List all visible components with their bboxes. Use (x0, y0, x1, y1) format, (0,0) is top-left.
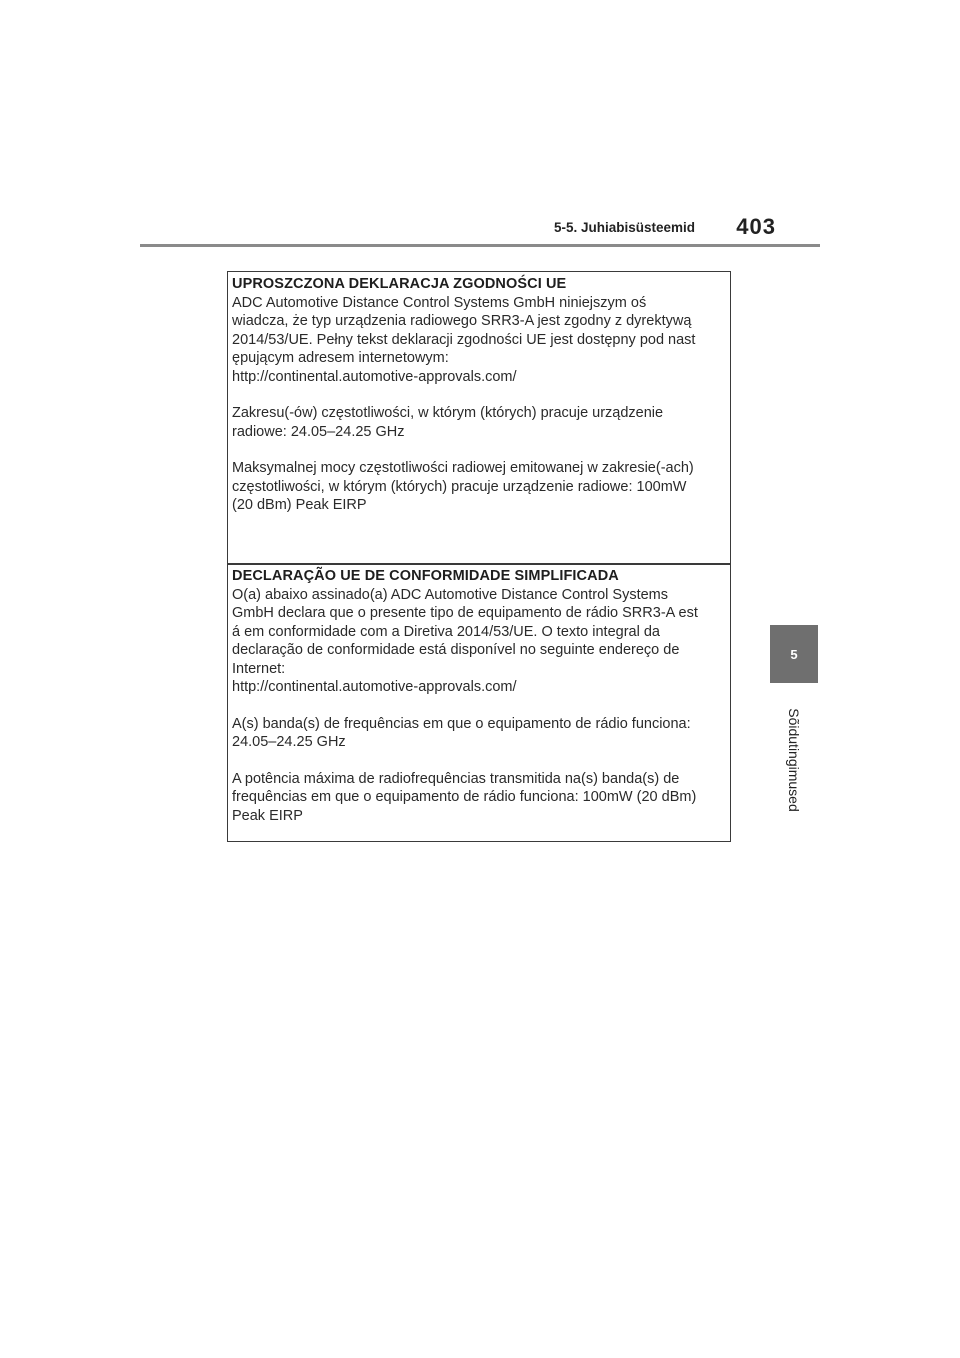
text-line: ADC Automotive Distance Control Systems GmbH niniejszym oś (232, 294, 647, 311)
text-line: Peak EIRP (232, 807, 303, 824)
header-rule (140, 244, 820, 247)
text-line: ępującym adresem internetowym: (232, 350, 449, 366)
chapter-number: 5 (790, 646, 798, 662)
text-line: Maksymalnej mocy częstotliwości radiowej emitowanej w zakresie(-ach) (232, 460, 694, 476)
text-line: (20 dBm) Peak EIRP (232, 497, 367, 513)
text-line: 2014/53/UE. Pełny tekst deklaracji zgodności UE jest dostępny pod nast (232, 331, 696, 348)
text-line: wiadcza, że typ urządzenia radiowego SRR3-A jest zgodny z dyrektywą (232, 313, 692, 329)
portuguese-frequency (232, 715, 726, 752)
declaration-box (227, 271, 731, 842)
text-line: radiowe: 24.05–24.25 GHz (232, 423, 405, 440)
portuguese-power (232, 770, 726, 826)
text-line: á em conformidade com a Diretiva 2014/53/UE. O texto integral da (232, 623, 660, 640)
url-text: http://continental.automotive-approvals.com/ (232, 368, 517, 385)
section-title: 5-5. Juhiabisüsteemid (553, 220, 695, 235)
page-number: 403 (736, 214, 776, 239)
polish-heading: UPROSZCZONA DEKLARACJA ZGODNOŚCI UE (232, 276, 567, 292)
text-line: GmbH declara que o presente tipo de equipamento de rádio SRR3-A est (232, 605, 698, 621)
polish-declaration (228, 272, 730, 564)
text-line: Internet: (232, 660, 286, 677)
text-line: 24.05–24.25 GHz (232, 734, 346, 750)
text-line: A potência máxima de radiofrequências transmitida na(s) banda(s) de (232, 770, 680, 787)
text-line: frequências em que o equipamento de rádio funciona: 100mW (20 dBm) (232, 789, 697, 805)
polish-power (232, 459, 726, 515)
text-line: A(s) banda(s) de frequências em que o equipamento de rádio funciona: (232, 715, 691, 732)
text-line: Zakresu(-ów) częstotliwości, w którym (których) pracuje urządzenie (232, 405, 664, 421)
chapter-tab (770, 625, 818, 683)
portuguese-declaration (228, 564, 730, 840)
portuguese-intro (232, 586, 726, 697)
polish-frequency (232, 404, 726, 441)
text-line: declaração de conformidade está disponível no seguinte endereço de (232, 642, 680, 658)
portuguese-heading: DECLARAÇÃO UE DE CONFORMIDADE SIMPLIFICADA (232, 568, 619, 584)
text-line: częstotliwości, w którym (których) pracuje urządzenie radiowe: 100mW (232, 478, 687, 495)
text-line: O(a) abaixo assinado(a) ADC Automotive Distance Control Systems (232, 586, 668, 603)
polish-intro (232, 294, 726, 387)
page-header (140, 212, 820, 246)
url-text: http://continental.automotive-approvals.com/ (232, 679, 517, 695)
chapter-label: Sõidutingimused (786, 708, 802, 812)
